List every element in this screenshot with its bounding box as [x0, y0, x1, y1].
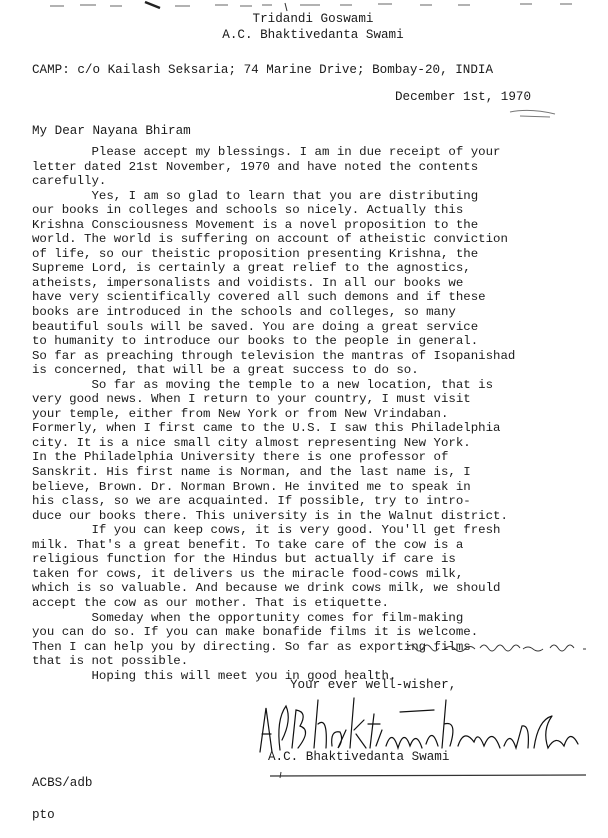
body-line: Someday when the opportunity comes for film-making — [32, 610, 464, 625]
closing: Your ever well-wisher, — [290, 678, 457, 692]
body-line: milk. That's a great benefit. To take care of the cow is a — [32, 537, 464, 552]
body-line: So far as moving the temple to a new location, that is — [32, 377, 494, 392]
letter-body — [32, 145, 606, 683]
body-line: taken for cows, it delivers us the miracle food-cows milk, — [32, 566, 464, 581]
body-line: duce our books there. This university is in the Walnut district. — [32, 508, 508, 523]
body-line: beautiful souls will be saved. You are doing a great service — [32, 319, 479, 334]
body-line: very good news. When I return to your country, I must visit — [32, 392, 471, 407]
please-turn-over: pto — [32, 808, 55, 822]
body-line: believe, Brown. Dr. Norman Brown. He invited me to speak in — [32, 479, 471, 494]
body-line: In the Philadelphia University there is one professor of — [32, 450, 449, 465]
body-line: If you can keep cows, it is very good. You'll get fresh — [32, 523, 501, 538]
body-line: city. It is a nice small city almost representing New York. — [32, 435, 471, 450]
reference-initials: ACBS/adb — [32, 776, 93, 790]
body-line: So far as preaching through television the mantras of Isopanishad — [32, 348, 516, 363]
body-line: Sanskrit. His first name is Norman, and the last name is, I — [32, 465, 471, 480]
body-line: carefully. — [32, 174, 107, 189]
letter-date: December 1st, 1970 — [395, 90, 532, 104]
body-line: world. The world is suffering on account of atheistic conviction — [32, 232, 508, 247]
body-line: accept the cow as our mother. That is etiquette. — [32, 595, 389, 610]
body-line: books are introduced in the schools and colleges, so many — [32, 305, 456, 320]
camp-address: CAMP: c/o Kailash Seksaria; 74 Marine Drive; Bombay-20, INDIA — [32, 63, 494, 77]
body-line: that is not possible. — [32, 654, 189, 669]
body-line: our books in colleges and schools so nicely. Actually this — [32, 203, 464, 218]
body-line: of life, so our theistic proposition presenting Krishna, the — [32, 246, 479, 261]
body-line: religious function for the Hindus but actually if care is — [32, 552, 456, 567]
letterhead-name: Tridandi Goswami — [252, 12, 374, 26]
date-underline-mark — [500, 102, 570, 120]
body-line: you can do so. If you can make bonafide films it is welcome. — [32, 625, 479, 640]
body-line: Formerly, when I first came to the U.S. I saw this Philadelphia — [32, 421, 501, 436]
body-line: to humanity to introduce our books to the people in general. — [32, 334, 479, 349]
letterhead-title: A.C. Bhaktivedanta Swami — [222, 28, 404, 42]
body-line: have very scientifically covered all such demons and if these — [32, 290, 486, 305]
salutation: My Dear Nayana Bhiram — [32, 124, 191, 138]
body-line: his class, so we are acquainted. If possible, try to intro- — [32, 494, 471, 509]
body-line: Please accept my blessings. I am in due receipt of your — [32, 145, 501, 159]
body-line: atheists, impersonalists and voidists. In all our books we — [32, 275, 464, 290]
body-line: Then I can help you by directing. So far as exporting films — [32, 639, 471, 654]
body-line: Krishna Consciousness Movement is a novel proposition to the — [32, 217, 479, 232]
body-line: your temple, either from New York or from New Vrindaban. — [32, 406, 449, 421]
handwritten-annotation — [405, 640, 590, 654]
signature-line — [268, 770, 588, 780]
body-line: letter dated 21st November, 1970 and have noted the contents — [32, 159, 479, 174]
body-line: Hoping this will meet you in good health. — [32, 668, 397, 683]
signatory-name: A.C. Bhaktivedanta Swami — [268, 750, 450, 764]
body-line: which is so valuable. And because we drink cows milk, we should — [32, 581, 501, 596]
body-line: is concerned, that will be a great success to do so. — [32, 363, 419, 378]
body-line: Supreme Lord, is certainly a great relief to the agnostics, — [32, 261, 471, 276]
body-line: Yes, I am so glad to learn that you are distributing — [32, 188, 479, 203]
